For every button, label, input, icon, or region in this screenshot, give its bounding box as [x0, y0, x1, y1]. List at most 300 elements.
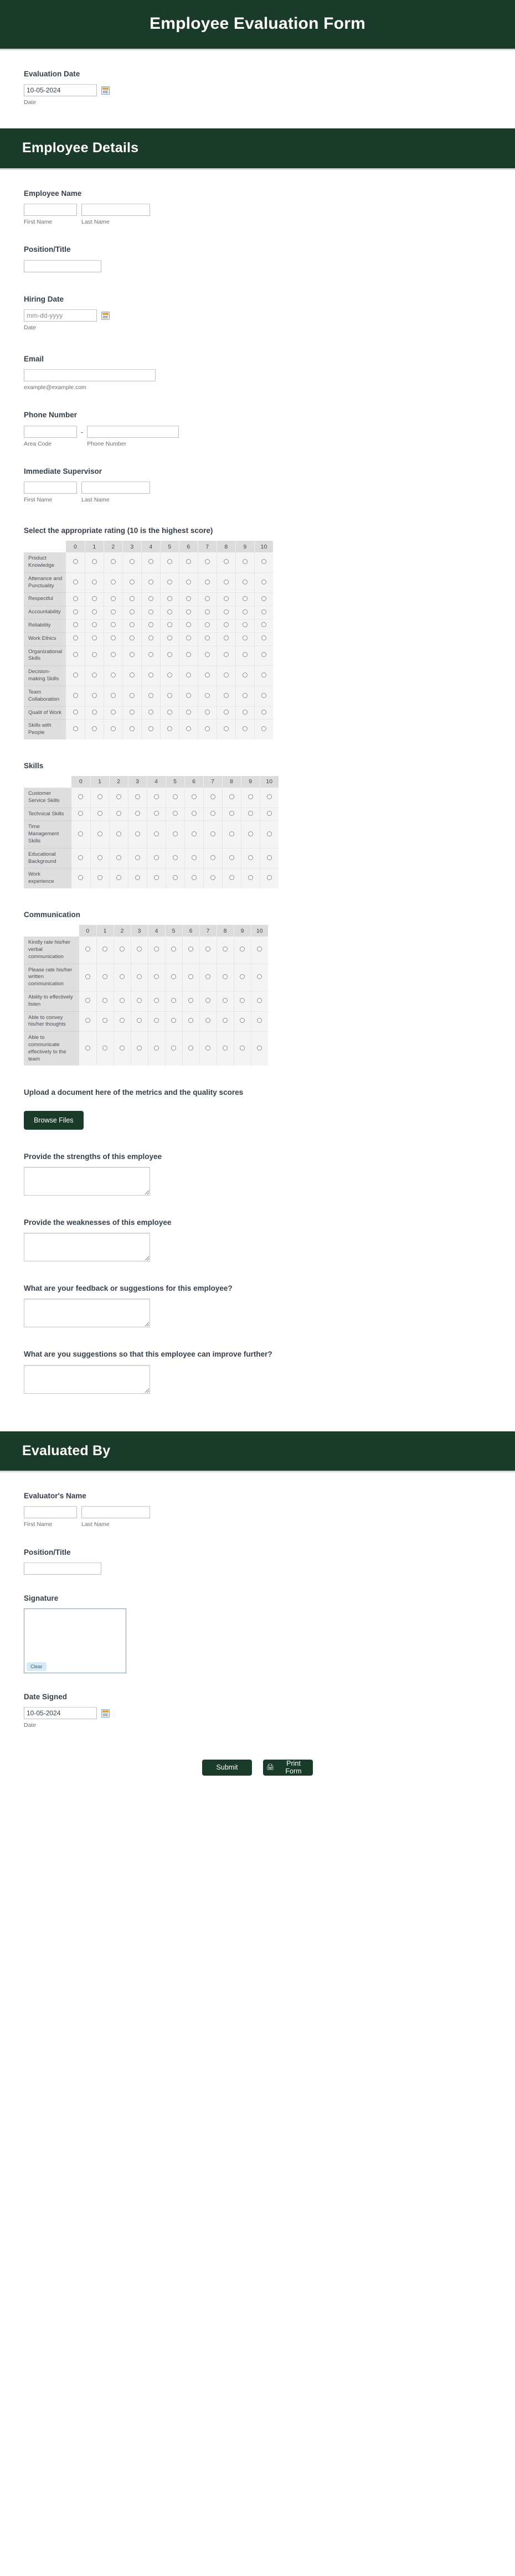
- communication-radio-r0-v9[interactable]: [240, 946, 245, 951]
- rating-radio-r9-v3[interactable]: [130, 710, 135, 715]
- rating-radio-r6-v6[interactable]: [186, 652, 191, 657]
- skill-radio-r0-v3[interactable]: [135, 794, 140, 799]
- rating-radio-r4-v8[interactable]: [224, 622, 229, 627]
- rating-radio-r10-v6[interactable]: [186, 726, 191, 731]
- skill-radio-r3-v0[interactable]: [78, 855, 83, 860]
- rating-cell[interactable]: [104, 720, 122, 739]
- rating-radio-r5-v4[interactable]: [148, 635, 153, 640]
- rating-cell[interactable]: [141, 593, 160, 606]
- rating-radio-r7-v10[interactable]: [261, 673, 266, 677]
- communication-cell[interactable]: [114, 1011, 131, 1032]
- rating-cell[interactable]: [160, 619, 179, 633]
- rating-radio-r6-v1[interactable]: [92, 652, 97, 657]
- skill-cell[interactable]: [90, 821, 109, 848]
- rating-radio-r9-v7[interactable]: [205, 710, 210, 715]
- communication-cell[interactable]: [182, 991, 199, 1011]
- skill-radio-r2-v1[interactable]: [97, 831, 102, 836]
- communication-radio-r4-v3[interactable]: [137, 1046, 142, 1051]
- date-signed-input[interactable]: [24, 1707, 97, 1719]
- rating-cell[interactable]: [217, 552, 235, 572]
- rating-cell[interactable]: [122, 666, 141, 686]
- rating-cell[interactable]: [122, 645, 141, 666]
- skill-cell[interactable]: [109, 868, 128, 888]
- skill-radio-r3-v9[interactable]: [248, 855, 253, 860]
- rating-radio-r6-v9[interactable]: [243, 652, 248, 657]
- communication-radio-r2-v8[interactable]: [223, 998, 228, 1003]
- rating-radio-r10-v4[interactable]: [148, 726, 153, 731]
- rating-radio-r4-v2[interactable]: [111, 622, 116, 627]
- rating-radio-r1-v0[interactable]: [73, 580, 78, 584]
- calendar-icon[interactable]: [101, 1709, 110, 1718]
- communication-radio-r2-v6[interactable]: [188, 998, 193, 1003]
- rating-cell[interactable]: [160, 632, 179, 645]
- rating-cell[interactable]: [179, 686, 198, 706]
- rating-radio-r4-v5[interactable]: [167, 622, 172, 627]
- communication-radio-r1-v1[interactable]: [102, 974, 107, 979]
- skill-cell[interactable]: [71, 821, 90, 848]
- rating-radio-r8-v0[interactable]: [73, 693, 78, 698]
- rating-cell[interactable]: [235, 686, 254, 706]
- browse-files-button[interactable]: Browse Files: [24, 1111, 84, 1130]
- rating-cell[interactable]: [122, 632, 141, 645]
- skill-radio-r2-v5[interactable]: [173, 831, 178, 836]
- employee-first-name-input[interactable]: [24, 204, 77, 216]
- skill-cell[interactable]: [147, 848, 166, 868]
- rating-cell[interactable]: [235, 666, 254, 686]
- rating-radio-r0-v1[interactable]: [92, 559, 97, 564]
- communication-cell[interactable]: [251, 991, 268, 1011]
- rating-cell[interactable]: [104, 632, 122, 645]
- rating-radio-r2-v4[interactable]: [148, 596, 153, 601]
- communication-cell[interactable]: [96, 1032, 114, 1066]
- rating-radio-r7-v6[interactable]: [186, 673, 191, 677]
- rating-cell[interactable]: [122, 606, 141, 619]
- communication-cell[interactable]: [251, 937, 268, 964]
- skill-cell[interactable]: [184, 868, 203, 888]
- communication-cell[interactable]: [96, 1011, 114, 1032]
- rating-radio-r10-v1[interactable]: [92, 726, 97, 731]
- rating-cell[interactable]: [198, 593, 217, 606]
- rating-cell[interactable]: [198, 619, 217, 633]
- rating-cell[interactable]: [104, 706, 122, 720]
- rating-cell[interactable]: [66, 706, 85, 720]
- rating-cell[interactable]: [179, 720, 198, 739]
- rating-radio-r9-v6[interactable]: [186, 710, 191, 715]
- rating-radio-r6-v7[interactable]: [205, 652, 210, 657]
- communication-radio-r0-v5[interactable]: [171, 946, 176, 951]
- skill-cell[interactable]: [166, 868, 184, 888]
- rating-cell[interactable]: [104, 666, 122, 686]
- rating-radio-r10-v8[interactable]: [224, 726, 229, 731]
- communication-cell[interactable]: [182, 1032, 199, 1066]
- communication-radio-r0-v6[interactable]: [188, 946, 193, 951]
- rating-cell[interactable]: [254, 619, 273, 633]
- skill-radio-r4-v6[interactable]: [192, 875, 197, 880]
- communication-radio-r2-v10[interactable]: [257, 998, 262, 1003]
- rating-radio-r3-v1[interactable]: [92, 609, 97, 614]
- rating-radio-r6-v2[interactable]: [111, 652, 116, 657]
- rating-cell[interactable]: [179, 619, 198, 633]
- rating-radio-r6-v5[interactable]: [167, 652, 172, 657]
- rating-radio-r9-v4[interactable]: [148, 710, 153, 715]
- rating-cell[interactable]: [179, 632, 198, 645]
- rating-radio-r6-v4[interactable]: [148, 652, 153, 657]
- evaluator-position-input[interactable]: [24, 1563, 101, 1575]
- skill-cell[interactable]: [90, 788, 109, 808]
- skill-cell[interactable]: [241, 868, 260, 888]
- communication-cell[interactable]: [251, 964, 268, 991]
- free-text-input-2[interactable]: [24, 1299, 150, 1327]
- rating-cell[interactable]: [85, 572, 104, 593]
- rating-cell[interactable]: [179, 666, 198, 686]
- rating-radio-r9-v2[interactable]: [111, 710, 116, 715]
- rating-cell[interactable]: [85, 619, 104, 633]
- rating-cell[interactable]: [85, 552, 104, 572]
- skill-radio-r2-v3[interactable]: [135, 831, 140, 836]
- rating-radio-r6-v8[interactable]: [224, 652, 229, 657]
- rating-radio-r3-v7[interactable]: [205, 609, 210, 614]
- communication-radio-r1-v8[interactable]: [223, 974, 228, 979]
- rating-radio-r5-v10[interactable]: [261, 635, 266, 640]
- rating-cell[interactable]: [235, 619, 254, 633]
- rating-cell[interactable]: [85, 593, 104, 606]
- rating-cell[interactable]: [122, 720, 141, 739]
- rating-radio-r3-v8[interactable]: [224, 609, 229, 614]
- skill-cell[interactable]: [128, 821, 147, 848]
- evaluator-last-name-input[interactable]: [81, 1506, 150, 1518]
- rating-cell[interactable]: [66, 572, 85, 593]
- rating-radio-r5-v6[interactable]: [186, 635, 191, 640]
- rating-radio-r6-v10[interactable]: [261, 652, 266, 657]
- skill-cell[interactable]: [222, 868, 241, 888]
- communication-radio-r1-v9[interactable]: [240, 974, 245, 979]
- rating-cell[interactable]: [141, 666, 160, 686]
- skill-cell[interactable]: [90, 808, 109, 821]
- rating-cell[interactable]: [235, 720, 254, 739]
- communication-cell[interactable]: [199, 991, 217, 1011]
- rating-radio-r10-v7[interactable]: [205, 726, 210, 731]
- communication-cell[interactable]: [114, 964, 131, 991]
- skill-cell[interactable]: [109, 821, 128, 848]
- communication-cell[interactable]: [148, 1011, 165, 1032]
- rating-radio-r1-v6[interactable]: [186, 580, 191, 584]
- skill-radio-r4-v9[interactable]: [248, 875, 253, 880]
- rating-radio-r1-v7[interactable]: [205, 580, 210, 584]
- rating-radio-r0-v4[interactable]: [148, 559, 153, 564]
- rating-cell[interactable]: [141, 619, 160, 633]
- rating-cell[interactable]: [217, 706, 235, 720]
- communication-radio-r3-v1[interactable]: [102, 1018, 107, 1023]
- rating-cell[interactable]: [104, 686, 122, 706]
- skill-cell[interactable]: [203, 808, 222, 821]
- rating-radio-r1-v4[interactable]: [148, 580, 153, 584]
- rating-cell[interactable]: [122, 572, 141, 593]
- rating-radio-r7-v2[interactable]: [111, 673, 116, 677]
- rating-cell[interactable]: [104, 593, 122, 606]
- rating-cell[interactable]: [217, 619, 235, 633]
- communication-radio-r4-v0[interactable]: [85, 1046, 90, 1051]
- communication-cell[interactable]: [234, 964, 251, 991]
- rating-radio-r5-v7[interactable]: [205, 635, 210, 640]
- communication-radio-r3-v4[interactable]: [154, 1018, 159, 1023]
- rating-cell[interactable]: [66, 619, 85, 633]
- skill-radio-r0-v9[interactable]: [248, 794, 253, 799]
- free-text-input-3[interactable]: [24, 1365, 150, 1394]
- rating-cell[interactable]: [235, 552, 254, 572]
- skill-radio-r3-v4[interactable]: [154, 855, 159, 860]
- rating-radio-r10-v5[interactable]: [167, 726, 172, 731]
- communication-cell[interactable]: [251, 1011, 268, 1032]
- skill-radio-r0-v4[interactable]: [154, 794, 159, 799]
- communication-radio-r2-v4[interactable]: [154, 998, 159, 1003]
- communication-cell[interactable]: [251, 1032, 268, 1066]
- communication-cell[interactable]: [114, 991, 131, 1011]
- rating-radio-r8-v5[interactable]: [167, 693, 172, 698]
- skill-radio-r1-v0[interactable]: [78, 811, 83, 816]
- skill-cell[interactable]: [109, 848, 128, 868]
- rating-cell[interactable]: [85, 666, 104, 686]
- skill-cell[interactable]: [90, 868, 109, 888]
- rating-radio-r5-v9[interactable]: [243, 635, 248, 640]
- communication-radio-r0-v1[interactable]: [102, 946, 107, 951]
- rating-radio-r7-v5[interactable]: [167, 673, 172, 677]
- rating-cell[interactable]: [198, 632, 217, 645]
- rating-cell[interactable]: [66, 632, 85, 645]
- skill-cell[interactable]: [222, 821, 241, 848]
- skill-cell[interactable]: [166, 821, 184, 848]
- communication-radio-r2-v3[interactable]: [137, 998, 142, 1003]
- skill-cell[interactable]: [260, 848, 279, 868]
- skill-radio-r0-v10[interactable]: [267, 794, 272, 799]
- rating-cell[interactable]: [235, 606, 254, 619]
- communication-radio-r3-v0[interactable]: [85, 1018, 90, 1023]
- communication-cell[interactable]: [79, 937, 96, 964]
- rating-cell[interactable]: [141, 572, 160, 593]
- skill-radio-r4-v5[interactable]: [173, 875, 178, 880]
- skill-cell[interactable]: [203, 848, 222, 868]
- rating-cell[interactable]: [198, 706, 217, 720]
- communication-cell[interactable]: [165, 1032, 182, 1066]
- rating-cell[interactable]: [217, 645, 235, 666]
- hiring-date-input[interactable]: [24, 309, 97, 322]
- skill-radio-r0-v1[interactable]: [97, 794, 102, 799]
- rating-radio-r8-v10[interactable]: [261, 693, 266, 698]
- employee-last-name-input[interactable]: [81, 204, 150, 216]
- rating-cell[interactable]: [141, 632, 160, 645]
- rating-radio-r2-v5[interactable]: [167, 596, 172, 601]
- skill-radio-r4-v10[interactable]: [267, 875, 272, 880]
- rating-cell[interactable]: [217, 593, 235, 606]
- rating-cell[interactable]: [198, 572, 217, 593]
- communication-radio-r4-v8[interactable]: [223, 1046, 228, 1051]
- communication-radio-r4-v9[interactable]: [240, 1046, 245, 1051]
- skill-radio-r4-v8[interactable]: [229, 875, 234, 880]
- communication-radio-r4-v7[interactable]: [205, 1046, 210, 1051]
- submit-button[interactable]: Submit: [202, 1760, 252, 1776]
- rating-cell[interactable]: [66, 720, 85, 739]
- rating-cell[interactable]: [254, 606, 273, 619]
- rating-radio-r6-v3[interactable]: [130, 652, 135, 657]
- skill-cell[interactable]: [222, 808, 241, 821]
- skill-radio-r3-v5[interactable]: [173, 855, 178, 860]
- rating-cell[interactable]: [179, 706, 198, 720]
- communication-cell[interactable]: [148, 991, 165, 1011]
- skill-radio-r0-v2[interactable]: [116, 794, 121, 799]
- rating-radio-r4-v6[interactable]: [186, 622, 191, 627]
- rating-cell[interactable]: [160, 552, 179, 572]
- rating-cell[interactable]: [160, 706, 179, 720]
- communication-radio-r3-v5[interactable]: [171, 1018, 176, 1023]
- free-text-input-0[interactable]: [24, 1167, 150, 1196]
- communication-cell[interactable]: [131, 937, 148, 964]
- skill-radio-r1-v2[interactable]: [116, 811, 121, 816]
- skill-radio-r1-v7[interactable]: [210, 811, 215, 816]
- communication-radio-r0-v2[interactable]: [120, 946, 125, 951]
- rating-cell[interactable]: [254, 706, 273, 720]
- rating-radio-r8-v8[interactable]: [224, 693, 229, 698]
- signature-canvas[interactable]: [24, 1608, 126, 1673]
- communication-cell[interactable]: [234, 991, 251, 1011]
- rating-cell[interactable]: [198, 720, 217, 739]
- communication-radio-r1-v3[interactable]: [137, 974, 142, 979]
- communication-cell[interactable]: [217, 1032, 234, 1066]
- rating-cell[interactable]: [254, 720, 273, 739]
- rating-radio-r6-v0[interactable]: [73, 652, 78, 657]
- skill-cell[interactable]: [203, 868, 222, 888]
- rating-cell[interactable]: [160, 645, 179, 666]
- communication-cell[interactable]: [96, 964, 114, 991]
- rating-cell[interactable]: [104, 572, 122, 593]
- rating-cell[interactable]: [254, 645, 273, 666]
- rating-cell[interactable]: [141, 645, 160, 666]
- rating-radio-r8-v1[interactable]: [92, 693, 97, 698]
- communication-cell[interactable]: [131, 964, 148, 991]
- phone-area-code-input[interactable]: [24, 426, 77, 438]
- rating-cell[interactable]: [235, 706, 254, 720]
- skill-radio-r2-v10[interactable]: [267, 831, 272, 836]
- rating-radio-r7-v1[interactable]: [92, 673, 97, 677]
- rating-cell[interactable]: [235, 645, 254, 666]
- rating-radio-r10-v9[interactable]: [243, 726, 248, 731]
- rating-radio-r7-v0[interactable]: [73, 673, 78, 677]
- rating-cell[interactable]: [122, 552, 141, 572]
- skill-cell[interactable]: [184, 808, 203, 821]
- rating-cell[interactable]: [66, 552, 85, 572]
- skill-cell[interactable]: [128, 808, 147, 821]
- rating-cell[interactable]: [254, 572, 273, 593]
- skill-radio-r2-v0[interactable]: [78, 831, 83, 836]
- communication-radio-r3-v6[interactable]: [188, 1018, 193, 1023]
- skill-radio-r0-v7[interactable]: [210, 794, 215, 799]
- rating-cell[interactable]: [141, 686, 160, 706]
- rating-cell[interactable]: [198, 552, 217, 572]
- skill-cell[interactable]: [166, 788, 184, 808]
- rating-cell[interactable]: [254, 593, 273, 606]
- rating-cell[interactable]: [179, 572, 198, 593]
- skill-cell[interactable]: [260, 868, 279, 888]
- supervisor-last-name-input[interactable]: [81, 482, 150, 494]
- rating-cell[interactable]: [254, 552, 273, 572]
- skill-cell[interactable]: [109, 808, 128, 821]
- communication-radio-r3-v3[interactable]: [137, 1018, 142, 1023]
- skill-cell[interactable]: [166, 808, 184, 821]
- rating-cell[interactable]: [85, 645, 104, 666]
- rating-cell[interactable]: [179, 552, 198, 572]
- communication-radio-r3-v10[interactable]: [257, 1018, 262, 1023]
- communication-cell[interactable]: [148, 964, 165, 991]
- communication-radio-r0-v10[interactable]: [257, 946, 262, 951]
- rating-radio-r3-v10[interactable]: [261, 609, 266, 614]
- communication-radio-r1-v0[interactable]: [85, 974, 90, 979]
- evaluation-date-input[interactable]: [24, 84, 97, 96]
- rating-radio-r2-v9[interactable]: [243, 596, 248, 601]
- rating-cell[interactable]: [122, 706, 141, 720]
- rating-radio-r2-v3[interactable]: [130, 596, 135, 601]
- skill-radio-r3-v7[interactable]: [210, 855, 215, 860]
- rating-radio-r7-v9[interactable]: [243, 673, 248, 677]
- skill-radio-r1-v10[interactable]: [267, 811, 272, 816]
- rating-radio-r7-v4[interactable]: [148, 673, 153, 677]
- rating-radio-r0-v3[interactable]: [130, 559, 135, 564]
- skill-cell[interactable]: [109, 788, 128, 808]
- skill-radio-r3-v1[interactable]: [97, 855, 102, 860]
- rating-radio-r8-v6[interactable]: [186, 693, 191, 698]
- rating-cell[interactable]: [122, 619, 141, 633]
- communication-cell[interactable]: [114, 937, 131, 964]
- communication-radio-r4-v5[interactable]: [171, 1046, 176, 1051]
- communication-cell[interactable]: [79, 1011, 96, 1032]
- skill-radio-r2-v9[interactable]: [248, 831, 253, 836]
- skill-cell[interactable]: [203, 788, 222, 808]
- email-input[interactable]: [24, 369, 156, 381]
- rating-cell[interactable]: [104, 552, 122, 572]
- communication-radio-r1-v10[interactable]: [257, 974, 262, 979]
- rating-radio-r2-v7[interactable]: [205, 596, 210, 601]
- rating-cell[interactable]: [160, 720, 179, 739]
- skill-radio-r4-v4[interactable]: [154, 875, 159, 880]
- skill-radio-r4-v3[interactable]: [135, 875, 140, 880]
- rating-radio-r2-v6[interactable]: [186, 596, 191, 601]
- skill-cell[interactable]: [260, 821, 279, 848]
- rating-cell[interactable]: [198, 686, 217, 706]
- communication-radio-r0-v0[interactable]: [85, 946, 90, 951]
- clear-signature-button[interactable]: Clear: [27, 1662, 47, 1671]
- rating-cell[interactable]: [141, 706, 160, 720]
- communication-cell[interactable]: [234, 1032, 251, 1066]
- rating-radio-r9-v5[interactable]: [167, 710, 172, 715]
- communication-cell[interactable]: [165, 937, 182, 964]
- rating-cell[interactable]: [198, 645, 217, 666]
- communication-radio-r4-v2[interactable]: [120, 1046, 125, 1051]
- skill-cell[interactable]: [71, 808, 90, 821]
- rating-cell[interactable]: [141, 606, 160, 619]
- print-form-button[interactable]: [263, 1760, 313, 1776]
- rating-cell[interactable]: [122, 686, 141, 706]
- rating-radio-r5-v5[interactable]: [167, 635, 172, 640]
- rating-cell[interactable]: [160, 686, 179, 706]
- communication-cell[interactable]: [199, 937, 217, 964]
- communication-cell[interactable]: [234, 937, 251, 964]
- communication-cell[interactable]: [79, 1032, 96, 1066]
- rating-radio-r3-v9[interactable]: [243, 609, 248, 614]
- skill-radio-r1-v9[interactable]: [248, 811, 253, 816]
- rating-radio-r1-v8[interactable]: [224, 580, 229, 584]
- skill-cell[interactable]: [260, 788, 279, 808]
- rating-cell[interactable]: [254, 686, 273, 706]
- communication-cell[interactable]: [182, 964, 199, 991]
- skill-radio-r4-v0[interactable]: [78, 875, 83, 880]
- communication-radio-r3-v9[interactable]: [240, 1018, 245, 1023]
